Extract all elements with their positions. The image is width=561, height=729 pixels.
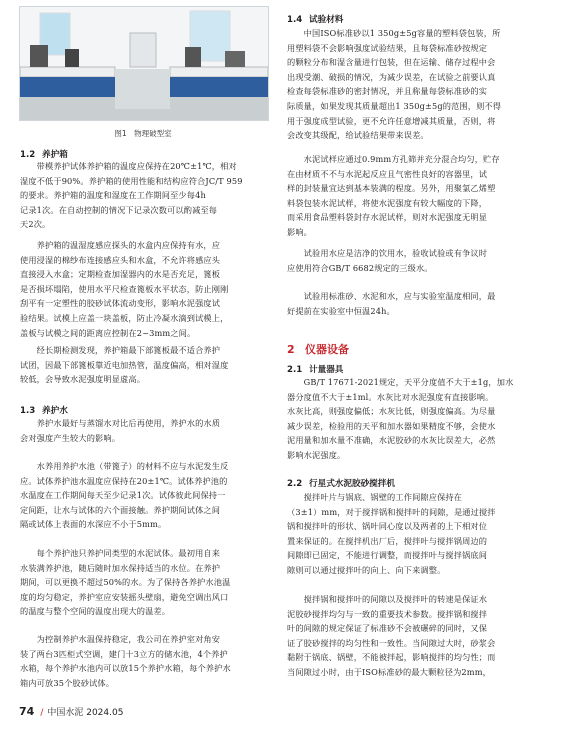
text-line: 水灰比高，则强度偏低；水灰比低，则强度偏高。为尽量 [287, 406, 496, 417]
text-line: 际质量，如果发现其质量超出1 350g±5g的范围，则不得 [287, 100, 502, 111]
right-paragraph-1 [287, 26, 541, 143]
right-paragraph-5 [287, 375, 541, 463]
left-paragraph-3 [20, 343, 270, 387]
text-line: 泥胶砂搅拌均匀与一致的重要技术参数。搅拌锅和搅拌 [287, 608, 488, 619]
text-line: 在由材质不不与水泥起反应且气密性良好的容器里，试 [287, 168, 488, 179]
text-line: 养护水最好与蒸馏水对比后再使用，养护水的水质 [20, 418, 221, 428]
text-line: 期间，可以更换不超过50%的水。为了保持各养护水池温 [20, 577, 231, 588]
left-paragraph-2 [20, 238, 270, 340]
left-paragraph-5 [20, 459, 270, 532]
text-line: 每个养护池只养护同类型的水泥试体。最初用自来 [20, 548, 221, 558]
text-line: 叶的间隙的规定保证了标准砂不会被碾碎的同时，又保 [287, 623, 488, 634]
text-line: 减少误差，检验用的天平和加水器如果精度不够，会使水 [287, 420, 496, 431]
section-1-3-heading [20, 404, 68, 416]
text-line: 影响水泥强度。 [287, 449, 346, 460]
lab-photo-illustration [20, 7, 268, 120]
right-paragraph-4 [287, 289, 541, 318]
text-line: 器分度值不大于±1ml。水灰比对水泥强度有直接影响。 [287, 391, 494, 402]
text-line: 刮平有一定塑性的胶砂试体流动变形，影响水泥强度试 [20, 298, 221, 309]
section-number: 1.4 [287, 15, 303, 25]
text-line: 直接浸入水盒；定期检查加湿器内的水是否充足，篦板 [20, 269, 221, 280]
text-line: 试团，因最下部篦板靠近电加热管，温度偏高，相对湿度 [20, 359, 229, 370]
right-paragraph-3 [287, 246, 541, 275]
text-line: 应。试体养护池水温度应保持在20±1℃。试体养护池的 [20, 475, 228, 486]
text-line: 验结果。试模上应盖一块盖板，防止冷凝水滴到试模上， [20, 312, 229, 323]
text-line: GB/T 17671-2021规定，天平分度值不大于±1g，加水 [287, 377, 514, 387]
text-line: 用于强度成型试验，更不允许任意增减其质量，否则，将 [287, 115, 496, 126]
text-line: 用塑料袋不会影响强度试验结果，且每袋标准砂按规定 [287, 42, 488, 53]
text-line: 的颗粒分布和湿含量进行包装，但在运输、储存过程中会 [287, 57, 496, 68]
text-line: 为控制养护水温保持稳定，我公司在养护室对角安 [20, 634, 221, 644]
text-line: 箱内可放35个胶砂试体。 [20, 677, 115, 688]
text-line: 料袋包装水泥试样，将使水泥强度有较大幅度的下降， [287, 197, 488, 208]
text-line: 养护箱的温湿度感应探头的水盒内应保持有水，应 [20, 240, 221, 250]
text-line: 锅和搅拌叶的形状、锅叶同心度以及两者的上下相对位 [287, 521, 488, 532]
text-line: 经长期检测发现，养护箱最下部篦板最不适合养护 [20, 345, 221, 355]
text-line: 水泥试样应通过0.9mm方孔筛并充分混合均匀，贮存 [287, 154, 500, 164]
text-line: 记录1次。在自动控制的情况下记录次数可以酌减至每 [20, 204, 218, 215]
text-line: 水温度在工作期间每天至少记录1次。试体彼此间保持一 [20, 490, 226, 501]
page-number: 74 [19, 705, 35, 718]
text-line: 较低，会导致水泥强度明显虚高。 [20, 374, 146, 385]
text-line: 搅拌锅和搅拌叶的间隙以及搅拌叶的转速是保证水 [287, 594, 488, 604]
text-line: 而采用食品塑料袋封存水泥试样，则对水泥强度无明显 [287, 212, 488, 223]
section-title: 养护箱 [42, 150, 68, 160]
left-paragraph-1 [20, 159, 270, 232]
text-line: 盖板与试模之间的距离应控制在2~3mm之间。 [20, 327, 196, 338]
text-line: 当间隙过小时，由于ISO标准砂的最大颗粒径为2mm， [287, 666, 491, 677]
footer-divider: / [40, 708, 44, 718]
section-title: 试验材料 [309, 15, 344, 25]
text-line: 天2次。 [20, 219, 51, 230]
text-line: 会改变其级配，给试验结果带来误差。 [287, 130, 429, 141]
text-line: 装了两台3匹柜式空调，建门十3立方的储水池，4个养护 [20, 648, 228, 659]
text-line: 置来保证的。在搅拌机出厂后，搅拌叶与搅拌锅周边的 [287, 535, 488, 546]
left-paragraph-4 [20, 416, 270, 445]
text-line: 样的封装量宜达到基本装满的程度。另外，用聚氯乙烯塑 [287, 183, 496, 194]
right-paragraph-2 [287, 152, 541, 240]
text-line: 的温度与整个空间的温度出现大的温差。 [20, 606, 171, 617]
text-line: 证了胶砂搅拌的均匀性和一致性。当间隙过大时，砂浆会 [287, 637, 496, 648]
text-line: 度的均匀稳定，养护室应安装摇头壁扇，避免空调出风口 [20, 591, 229, 602]
text-line: 泥用量和加水量不准确，水泥胶砂的水灰比误差大，必然 [287, 435, 496, 446]
text-line: 搅拌叶片与锅底、锅壁的工作间隙应保持在 [287, 492, 463, 502]
section-2-1-heading [287, 363, 343, 375]
text-line: 出现受潮、破损的情况，为减少误差，在试验之前要认真 [287, 71, 496, 82]
figure-caption: 图1 物理破型室 [114, 129, 172, 138]
text-line: 会对强度产生较大的影响。 [20, 432, 121, 443]
section-number: 1.2 [20, 150, 36, 160]
section-number: 1.3 [20, 406, 36, 416]
text-line: 带模养护试体养护箱的温度应保持在20℃±1℃，相对 [20, 161, 237, 171]
text-line: 水箱，每个养护水池内可以放15个养护水箱，每个养护水 [20, 663, 231, 674]
text-line: 应使用符合GB/T 6682规定的三级水。 [287, 262, 433, 273]
page-footer [19, 705, 123, 718]
text-line: 隙则可以通过搅拌叶的向上、向下来调整。 [287, 564, 446, 575]
text-line: 定间距，让水与试体的六个面接触。养护期间试体之间 [20, 504, 221, 515]
text-line: 使用浸湿的棉纱布连接感应头和水盒，不允许将感应头 [20, 254, 221, 265]
journal-name: 中国水泥 2024.05 [47, 708, 124, 718]
left-paragraph-7 [20, 632, 270, 690]
text-line: 试验用水应是洁净的饮用水，验收试验或有争议时 [287, 248, 488, 258]
section-1-4-heading [287, 13, 343, 25]
text-line: 湿度不低于90%。养护箱的使用性能和结构应符合JC/T 959 [20, 175, 243, 186]
lab-photo [19, 6, 269, 121]
text-line: 检查每袋标准砂的密封情况，并且称量每袋标准砂的实 [287, 86, 488, 97]
text-line: 黏附于锅底、锅壁，不能被拌起，影响搅拌的均匀性；而 [287, 652, 496, 663]
text-line: 中国ISO标准砂以1 350g±5g容量的塑料袋包装，所 [287, 28, 501, 38]
text-line: 隔或试体上表面的水深应不小于5mm。 [20, 519, 167, 530]
section-number: 2.1 [287, 365, 303, 375]
text-line: （3±1）mm，对于搅拌锅和搅拌叶的间隙，是通过搅拌 [287, 506, 496, 517]
text-line: 是否损坏塌陷，使用水平尺检查篦板水平状态，防止刚刚 [20, 283, 229, 294]
right-paragraph-6 [287, 490, 541, 578]
section-title: 养护水 [42, 406, 68, 416]
text-line: 水装满养护池，随后随时加水保持适当的水位。在养护 [20, 562, 221, 573]
text-line: 间隙即已固定，不能进行调整，而搅拌叶与搅拌锅底间 [287, 550, 488, 561]
section-2-2-heading [287, 477, 395, 489]
left-paragraph-6 [20, 546, 270, 619]
text-line: 的要求。养护箱的温度和湿度在工作期间至少每4h [20, 190, 206, 201]
section-2-heading [287, 341, 349, 357]
text-line: 水养用养护水池（带篦子）的材料不应与水泥发生反 [20, 461, 229, 471]
right-paragraph-7 [287, 592, 541, 680]
text-line: 好提前在实验室中恒温24h。 [287, 305, 395, 316]
section-title: 仪器设备 [305, 343, 349, 356]
section-number: 2.2 [287, 479, 303, 489]
text-line: 影响。 [287, 226, 313, 237]
section-title: 行星式水泥胶砂搅拌机 [309, 479, 395, 489]
section-number: 2 [287, 343, 295, 356]
section-title: 计量器具 [309, 365, 344, 375]
text-line: 试验用标准砂、水泥和水，应与实验室温度相同，最 [287, 291, 496, 301]
